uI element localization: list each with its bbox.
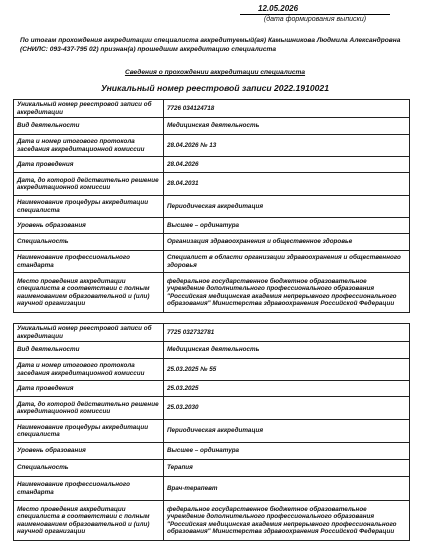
- table-row: [14, 118, 410, 135]
- row-value: Терапия: [164, 460, 410, 477]
- row-value: Периодическая аккредитация: [164, 420, 410, 443]
- table-row: [14, 381, 410, 397]
- row-value: Специалист в области организации здравоохранения и общественного здоровья: [164, 251, 410, 273]
- table-row: [14, 157, 410, 173]
- row-value: Медицинская деятельность: [164, 118, 410, 135]
- intro-text: По итогам прохождения аккредитации специалиста аккредитуемый(ая) Камышникова Людмила Александровна (СНИЛС: 093-437-795 02) признан(а) прошедшим аккредитацию специалиста: [20, 37, 401, 53]
- table-row: [14, 342, 410, 359]
- document-date-caption: (дата формирования выписки): [263, 16, 367, 23]
- row-label: Уникальный номер реестровой записи об аккредитации: [14, 324, 164, 342]
- row-label: Наименование процедуры аккредитации специалиста: [14, 196, 164, 218]
- table-row: [14, 460, 410, 477]
- row-label: Дата и номер итогового протокола заседания аккредитационной комиссии: [14, 135, 164, 157]
- row-label: Наименование процедуры аккредитации специалиста: [14, 420, 164, 443]
- document-date: 12.05.2026: [258, 4, 299, 13]
- table-row: [14, 501, 410, 541]
- row-value: Высшее – ординатура: [164, 443, 410, 460]
- row-value: 7726 034124718: [164, 100, 410, 118]
- row-label: Уровень образования: [14, 443, 164, 460]
- row-value: Медицинская деятельность: [164, 342, 410, 359]
- row-label: Дата проведения: [14, 381, 164, 397]
- row-value: 28.04.2031: [164, 173, 410, 196]
- table-row: [14, 477, 410, 501]
- table-row: [14, 397, 410, 420]
- table-row: [14, 251, 410, 273]
- registry-title: Уникальный номер реестровой записи 2022.1910021: [101, 83, 329, 93]
- row-value: Врач-терапевт: [164, 477, 410, 501]
- row-value: 7725 032732781: [164, 324, 410, 342]
- row-value: федеральное государственное бюджетное образовательное учреждение дополнительного профессионального образования "Российская медицинская академия непрерывного профессионального образования" Министерства здравоохранения Российской Федерации: [164, 273, 410, 313]
- document-date-block: [240, 4, 390, 23]
- row-value: 28.04.2026: [164, 157, 410, 173]
- table-row: [14, 324, 410, 342]
- table-row: [14, 359, 410, 381]
- table-row: [14, 420, 410, 443]
- row-label: Вид деятельности: [14, 342, 164, 359]
- table-row: [14, 273, 410, 313]
- row-label: Место проведения аккредитации специалиста в соответствии с полным наименованием образовательной и (или) научной организации: [14, 273, 164, 313]
- row-value: Высшее – ординатура: [164, 218, 410, 234]
- row-label: Специальность: [14, 234, 164, 251]
- table-row: [14, 196, 410, 218]
- row-value: 25.03.2030: [164, 397, 410, 420]
- row-value: федеральное государственное бюджетное образовательное учреждение дополнительного профессионального образования "Российская медицинская академия непрерывного профессионального образования" Министерства здравоохранения Российской Федерации: [164, 501, 410, 541]
- row-value: 25.03.2025: [164, 381, 410, 397]
- section-title: Сведения о прохождении аккредитации специалиста: [124, 69, 306, 76]
- row-label: Место проведения аккредитации специалиста в соответствии с полным наименованием образовательной и (или) научной организации: [14, 501, 164, 541]
- row-label: Дата, до которой действительно решение аккредитационной комиссии: [14, 397, 164, 420]
- accreditation-record-1: [13, 99, 410, 313]
- date-underline: [240, 14, 390, 15]
- row-value: 28.04.2026 № 13: [164, 135, 410, 157]
- row-label: Наименование профессионального стандарта: [14, 477, 164, 501]
- table-row: [14, 218, 410, 234]
- row-label: Специальность: [14, 460, 164, 477]
- row-label: Вид деятельности: [14, 118, 164, 135]
- row-value: 25.03.2025 № 55: [164, 359, 410, 381]
- row-value: Периодическая аккредитация: [164, 196, 410, 218]
- row-label: Наименование профессионального стандарта: [14, 251, 164, 273]
- row-label: Уровень образования: [14, 218, 164, 234]
- row-label: Дата, до которой действительно решение аккредитационной комиссии: [14, 173, 164, 196]
- accreditation-record-2: [13, 323, 410, 541]
- table-row: [14, 100, 410, 118]
- table-row: [14, 173, 410, 196]
- row-label: Дата и номер итогового протокола заседания аккредитационной комиссии: [14, 359, 164, 381]
- row-label: Дата проведения: [14, 157, 164, 173]
- table-row: [14, 234, 410, 251]
- table-row: [14, 135, 410, 157]
- table-row: [14, 443, 410, 460]
- row-label: Уникальный номер реестровой записи об аккредитации: [14, 100, 164, 118]
- row-value: Организация здравоохранения и общественное здоровье: [164, 234, 410, 251]
